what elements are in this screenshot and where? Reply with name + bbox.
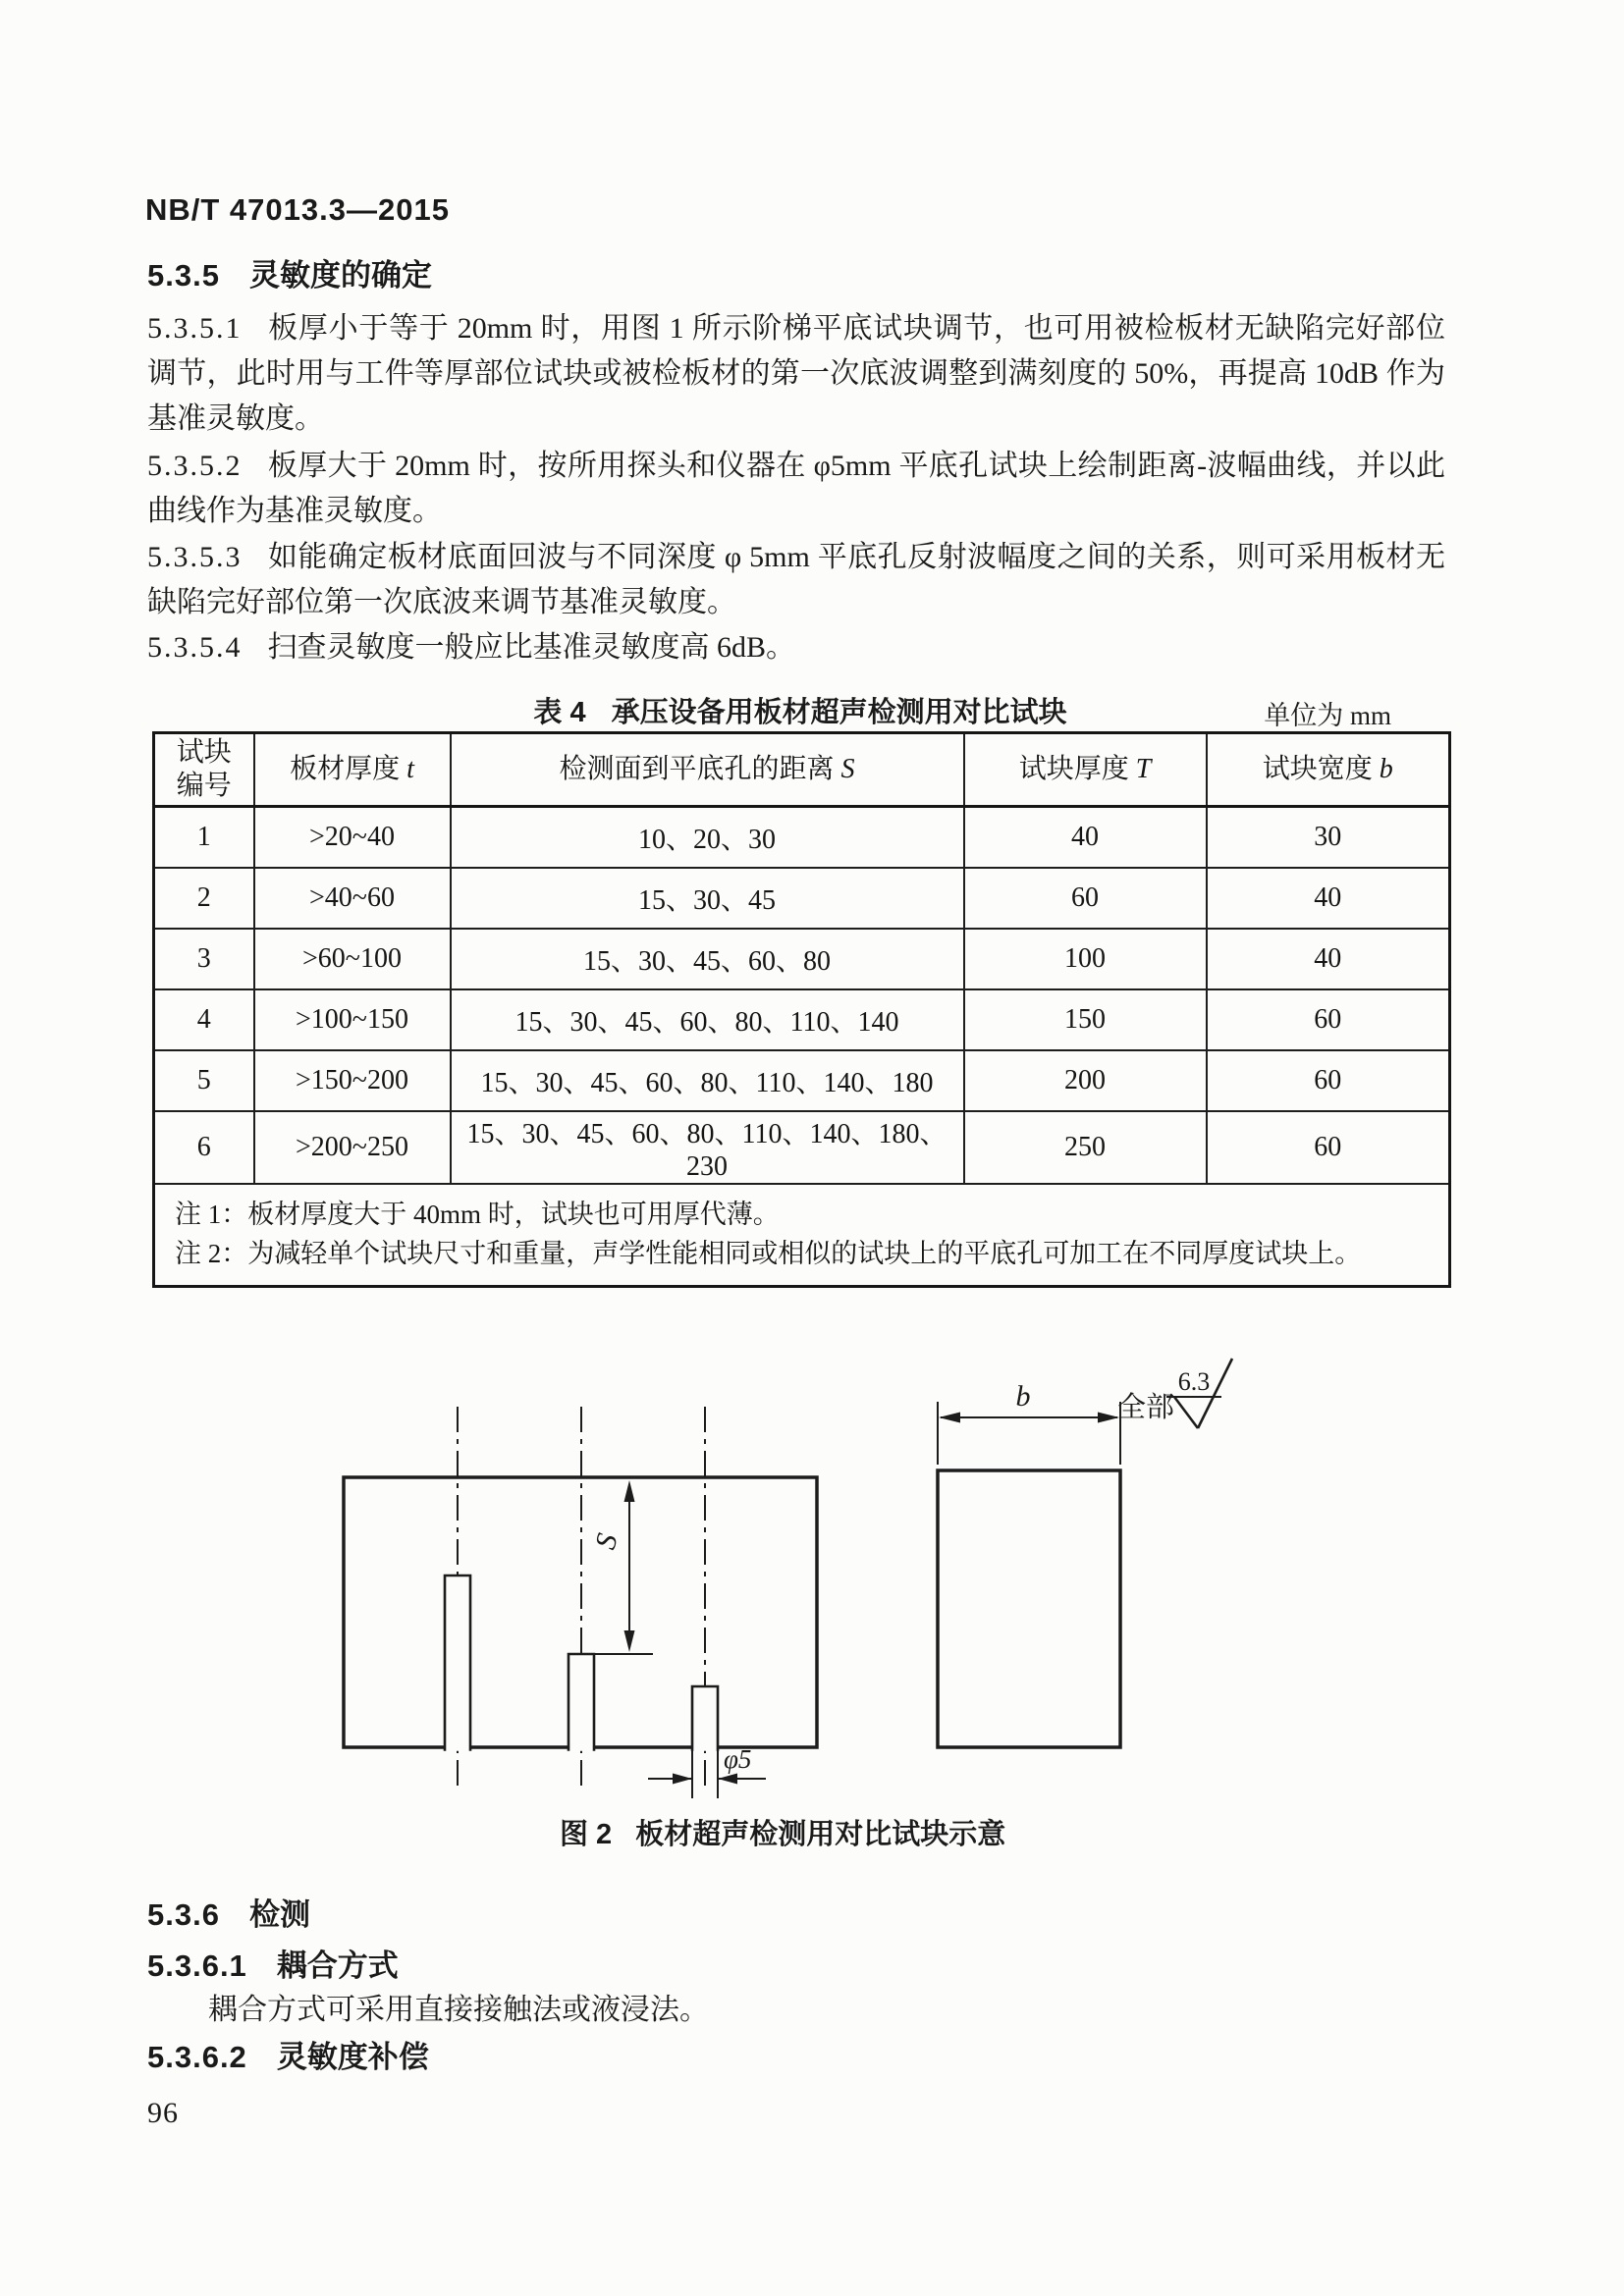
section-number: 5.3.6.1 xyxy=(147,1949,247,1983)
heading-5-3-5 xyxy=(147,250,432,294)
table-row xyxy=(154,868,1450,929)
table-note-2: 注 2：为减轻单个试块尺寸和重量，声学性能相同或相似的试块上的平底孔可加工在不同厚度试块上。 xyxy=(175,1239,1362,1268)
cell-block-width: 40 xyxy=(1207,929,1450,989)
table-unit-note: 单位为 mm xyxy=(1264,701,1391,730)
cell-block-width: 30 xyxy=(1207,807,1450,869)
table-row xyxy=(154,807,1450,869)
col-header-block-no xyxy=(154,733,254,807)
table-row xyxy=(154,929,1450,989)
table-4 xyxy=(152,731,1451,1288)
table-notes xyxy=(154,1184,1450,1287)
dimension-arrow xyxy=(718,1774,737,1785)
section-number: 5.3.5.3 xyxy=(147,541,243,573)
cell-thickness: >60~100 xyxy=(254,929,451,989)
paragraph-text: 扫查灵敏度一般应比基准灵敏度高 6dB。 xyxy=(267,631,796,664)
section-title: 灵敏度的确定 xyxy=(248,258,432,293)
cell-thickness: >200~250 xyxy=(254,1111,451,1184)
cell-distances: 15、30、45、60、80、110、140 xyxy=(451,989,964,1050)
col-header-plate-thickness: 板材厚度 t xyxy=(254,733,451,807)
cell-block-thickness: 250 xyxy=(964,1111,1207,1184)
cell-block-width: 60 xyxy=(1207,1050,1450,1111)
page-number: 96 xyxy=(147,2097,179,2129)
col-header-block-width: 试块宽度 b xyxy=(1207,733,1450,807)
figure-caption xyxy=(560,1812,1005,1852)
cell-distances: 15、30、45、60、80 xyxy=(451,929,964,989)
cell-distances: 15、30、45、60、80、110、140、180 xyxy=(451,1050,964,1111)
table-caption-title: 承压设备用板材超声检测用对比试块 xyxy=(611,697,1067,728)
paragraph-5-3-6-1-body xyxy=(147,1985,1445,2028)
cell-no: 6 xyxy=(154,1111,254,1184)
figure-caption-label: 图 2 xyxy=(560,1819,613,1850)
cell-block-thickness: 150 xyxy=(964,989,1207,1050)
cell-block-thickness: 200 xyxy=(964,1050,1207,1111)
cell-no: 4 xyxy=(154,989,254,1050)
table-caption-label: 表 4 xyxy=(533,697,586,728)
col-header-block-thickness: 试块厚度 T xyxy=(964,733,1207,807)
var-b: b xyxy=(1379,754,1393,784)
table-note-1: 注 1：板材厚度大于 40mm 时，试块也可用厚代薄。 xyxy=(175,1200,780,1229)
surface-note-all: 全部 xyxy=(1117,1392,1175,1423)
cell-distances: 10、20、30 xyxy=(451,807,964,869)
cell-block-width: 60 xyxy=(1207,1111,1450,1184)
paragraph-text: 如能确定板材底面回波与不同深度 φ 5mm 平底孔反射波幅度之间的关系，则可采用板材无缺陷完好部位第一次底波来调节基准灵敏度。 xyxy=(147,541,1445,618)
flat-bottom-hole-slot-2 xyxy=(568,1654,594,1751)
section-title: 耦合方式 xyxy=(276,1949,399,1983)
cell-distances: 15、30、45、60、80、110、140、180、230 xyxy=(451,1111,964,1184)
cell-block-thickness: 40 xyxy=(964,807,1207,869)
col-header-distance: 检测面到平底孔的距离 S xyxy=(451,733,964,807)
table-notes-row xyxy=(154,1184,1450,1287)
dimension-label-b: b xyxy=(1015,1380,1031,1413)
section-title: 灵敏度补偿 xyxy=(276,2040,429,2074)
paragraph-5-3-5-1 xyxy=(147,306,1445,442)
cell-no: 5 xyxy=(154,1050,254,1111)
cell-thickness: >150~200 xyxy=(254,1050,451,1111)
col-header-line1: 试块 xyxy=(176,737,232,768)
paragraph-text: 板厚大于 20mm 时，按所用探头和仪器在 φ5mm 平底孔试块上绘制距离-波幅曲线，并以此曲线作为基准灵敏度。 xyxy=(147,450,1445,527)
cell-no: 3 xyxy=(154,929,254,989)
section-number: 5.3.6 xyxy=(147,1897,220,1932)
paragraph-5-3-5-4 xyxy=(147,625,1445,670)
paragraph-text: 耦合方式可采用直接接触法或液浸法。 xyxy=(208,1994,709,2026)
cell-block-width: 60 xyxy=(1207,989,1450,1050)
section-number: 5.3.5.4 xyxy=(147,631,243,664)
dimension-arrow xyxy=(939,1413,960,1423)
dimension-arrow xyxy=(624,1480,635,1502)
side-view-outline xyxy=(938,1470,1120,1747)
surface-roughness-value: 6.3 xyxy=(1177,1367,1211,1396)
section-number: 5.3.5.2 xyxy=(147,450,243,482)
cell-block-width: 40 xyxy=(1207,868,1450,929)
paragraph-text: 板厚小于等于 20mm 时，用图 1 所示阶梯平底试块调节，也可用被检板材无缺陷完好部位调节，此时用与工件等厚部位试块或被检板材的第一次底波调整到满刻度的 50%，再提高 10dB 作为基准灵敏度。 xyxy=(147,312,1445,435)
heading-5-3-6 xyxy=(147,1890,310,1934)
col-header-line2: 编号 xyxy=(176,771,232,801)
figure-2-drawing xyxy=(295,1345,1296,1875)
paragraph-5-3-5-2 xyxy=(147,444,1445,534)
section-number: 5.3.5 xyxy=(147,258,220,293)
dimension-arrow xyxy=(1098,1413,1119,1423)
flat-bottom-hole-slot-3 xyxy=(692,1686,718,1751)
surface-roughness-symbol xyxy=(1174,1397,1198,1428)
cell-thickness: >100~150 xyxy=(254,989,451,1050)
table-row xyxy=(154,989,1450,1050)
heading-5-3-6-1 xyxy=(147,1941,399,1985)
table-header-row xyxy=(154,733,1450,807)
cell-thickness: >20~40 xyxy=(254,807,451,869)
section-title: 检测 xyxy=(248,1897,310,1932)
paragraph-5-3-5-3 xyxy=(147,535,1445,625)
table-row xyxy=(154,1050,1450,1111)
heading-5-3-6-2 xyxy=(147,2032,429,2076)
table-row xyxy=(154,1111,1450,1184)
cell-block-thickness: 60 xyxy=(964,868,1207,929)
var-t: t xyxy=(406,754,414,784)
doc-code: NB/T 47013.3—2015 xyxy=(145,192,450,227)
figure-caption-title: 板材超声检测用对比试块示意 xyxy=(635,1819,1006,1850)
cell-block-thickness: 100 xyxy=(964,929,1207,989)
cell-distances: 15、30、45 xyxy=(451,868,964,929)
section-number: 5.3.5.1 xyxy=(147,312,243,345)
flat-bottom-hole-slot-1 xyxy=(445,1575,470,1751)
dimension-label-s: S xyxy=(588,1529,624,1553)
cell-no: 1 xyxy=(154,807,254,869)
dimension-label-phi5: φ5 xyxy=(724,1744,752,1774)
cell-no: 2 xyxy=(154,868,254,929)
section-number: 5.3.6.2 xyxy=(147,2040,247,2074)
dimension-arrow xyxy=(673,1774,692,1785)
cell-thickness: >40~60 xyxy=(254,868,451,929)
var-s: S xyxy=(840,754,855,784)
dimension-arrow xyxy=(624,1630,635,1652)
var-T: T xyxy=(1135,754,1152,784)
